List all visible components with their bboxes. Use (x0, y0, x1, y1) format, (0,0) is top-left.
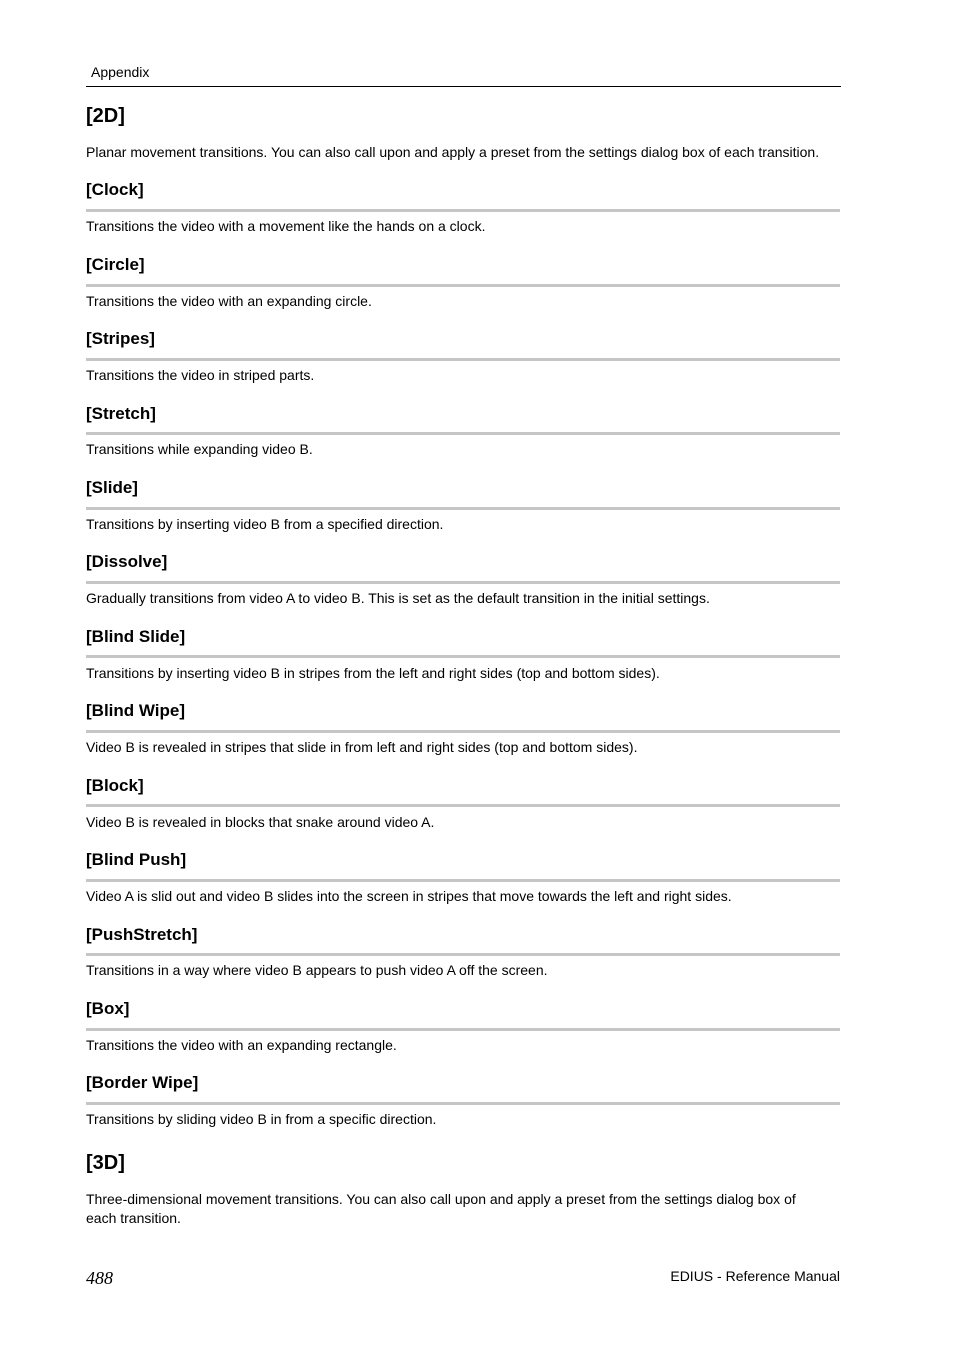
subsection-rule (86, 1102, 840, 1105)
header-label: Appendix (91, 64, 150, 80)
page-number: 488 (86, 1268, 113, 1288)
subsection-heading-border-wipe: [Border Wipe] (86, 1073, 199, 1092)
subsection-text-clock: Transitions the video with a movement like the hands on a clock. (86, 218, 486, 234)
section-heading-3d: [3D] (86, 1152, 125, 1174)
subsection-text-stretch: Transitions while expanding video B. (86, 441, 313, 457)
subsection-rule (86, 358, 840, 361)
subsection-rule (86, 804, 840, 807)
subsection-rule (86, 581, 840, 584)
subsection-heading-block: [Block] (86, 776, 144, 795)
subsection-heading-circle: [Circle] (86, 255, 145, 274)
subsection-heading-dissolve: [Dissolve] (86, 552, 168, 571)
subsection-rule (86, 432, 840, 435)
subsection-rule (86, 655, 840, 658)
subsection-heading-pushstretch: [PushStretch] (86, 925, 198, 944)
subsection-heading-clock: [Clock] (86, 180, 144, 199)
subsection-text-circle: Transitions the video with an expanding circle. (86, 293, 372, 309)
subsection-heading-blind-wipe: [Blind Wipe] (86, 701, 185, 720)
subsection-rule (86, 209, 840, 212)
section-text-2d: Planar movement transitions. You can also call upon and apply a preset from the settings dialog box of each transition. (86, 144, 820, 160)
subsection-heading-stretch: [Stretch] (86, 404, 156, 423)
subsection-text-blind-wipe: Video B is revealed in stripes that slide in from left and right sides (top and bottom sides). (86, 739, 638, 755)
subsection-rule (86, 953, 840, 956)
subsection-text-border-wipe: Transitions by sliding video B in from a specific direction. (86, 1111, 437, 1127)
subsection-text-stripes: Transitions the video in striped parts. (86, 367, 315, 383)
subsection-rule (86, 730, 840, 733)
subsection-text-box: Transitions the video with an expanding rectangle. (86, 1037, 397, 1053)
footer-manual-title: EDIUS - Reference Manual (670, 1268, 840, 1284)
subsection-rule (86, 284, 840, 287)
subsection-text-block: Video B is revealed in blocks that snake around video A. (86, 814, 435, 830)
subsection-text-dissolve: Gradually transitions from video A to video B. This is set as the default transition in the initial settings. (86, 590, 710, 606)
subsection-heading-slide: [Slide] (86, 478, 138, 497)
subsection-text-blind-push: Video A is slid out and video B slides into the screen in stripes that move towards the left and right sides. (86, 888, 732, 904)
header-rule (86, 86, 841, 87)
section-heading-2d: [2D] (86, 105, 125, 127)
subsection-text-slide: Transitions by inserting video B from a specified direction. (86, 516, 444, 532)
section-text-3d: Three-dimensional movement transitions. You can also call upon and apply a preset from the settings dialog box of each transition. (86, 1191, 796, 1226)
subsection-rule (86, 879, 840, 882)
subsection-text-pushstretch: Transitions in a way where video B appears to push video A off the screen. (86, 962, 548, 978)
subsection-text-blind-slide: Transitions by inserting video B in stripes from the left and right sides (top and bottom sides). (86, 665, 660, 681)
subsection-rule (86, 1028, 840, 1031)
subsection-heading-blind-slide: [Blind Slide] (86, 627, 186, 646)
subsection-heading-blind-push: [Blind Push] (86, 850, 187, 869)
subsection-heading-box: [Box] (86, 999, 130, 1018)
subsection-heading-stripes: [Stripes] (86, 329, 155, 348)
subsection-rule (86, 507, 840, 510)
